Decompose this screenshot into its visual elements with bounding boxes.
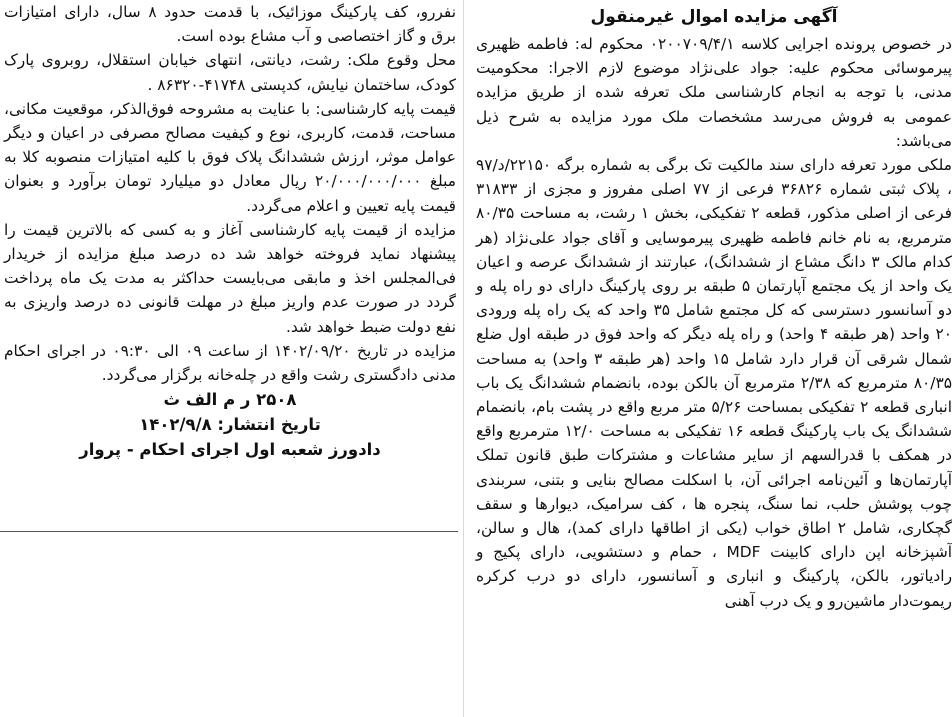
auction-schedule: مزایده در تاریخ ۱۴۰۲/۰۹/۲۰ از ساعت ۰۹ الی ۰۹:۳۰ در اجرای احکام مدنی دادگستری رشت واقع در چله‌خانه برگزار می‌گردد. — [4, 341, 456, 385]
reference-code: ۲۵۰۸ ر م الف ث — [163, 390, 297, 410]
property-continued: نفررو، کف پارکینگ موزائیک، با قدمت حدود ۸ سال، دارای امتیازات برق و گاز اختصاصی و آب مشاع بوده است. — [4, 3, 456, 46]
auction-terms: مزایده از قیمت پایه کارشناسی آغاز و به کسی که بالاترین قیمت را پیشنهاد نماید فروخته خواهد شد ده درصد مبلغ مزایده از خریدار فی‌المجلس اخذ و مابقی می‌بایست حداکثر به مدت یک ماه پرداخت گردد در صورت عدم واریز مبلغ در مهلت قانونی ده درصد واریزی به نفع دولت ضبط خواهد شد. — [4, 220, 456, 336]
case-paragraph: در خصوص پرونده اجرایی کلاسه ۰۲۰۰۷۰۹/۴/۱ محکوم له: فاطمه ظهیری پیرموسائی محکوم علیه: جواد علی‌نژاد موضوع لازم الاجرا: محکومیت مدنی، با توجه به انجام کارشناسی ملک تعرفه شده از طریق مزایده عمومی به فروش می‌رسد مشخصات ملک مورد مزایده به شرح ذیل می‌باشد: — [476, 35, 952, 150]
base-price: قیمت پایه کارشناسی: با عنایت به مشروحه فوق‌الذکر، موقعیت مکانی، مساحت، قدمت، کاربری، نوع و کیفیت مصالح مصرفی در اعیان و دیگر عوامل موثر، ارزش ششدانگ پلاک فوق با کلیه امتیازات منصوبه کلا به مبلغ ۲۰/۰۰۰/۰۰۰/۰۰۰ ریال معادل دو میلیارد تومان برآورد و بعنوان قیمت پایه تعیین و اعلام می‌گردد. — [4, 99, 456, 215]
left-column — [0, 0, 458, 717]
end-rule — [0, 531, 458, 532]
column-divider — [463, 0, 464, 717]
publish-date: تاریخ انتشار: ۱۴۰۲/۹/۸ — [139, 415, 321, 435]
property-location: محل وقوع ملک: رشت، دیانتی، انتهای خیابان استقلال، روبروی پارک کودک، ساختمان نیایش، کدپستی ۴۱۷۴۸-۸۶۳۲۰ . — [4, 51, 456, 94]
right-column — [470, 0, 952, 717]
notice-title: آگهی مزایده اموال غیرمنقول — [590, 7, 838, 27]
signature-line: دادورز شعبه اول اجرای احکام - پروار — [79, 440, 381, 460]
property-description: ملکی مورد تعرفه دارای سند مالکیت تک برگی به شماره برگه ۲۲۱۵۰/د/۹۷ ، پلاک ثبتی شماره ۳۶۸۲۶ فرعی از ۷۷ اصلی مفروز و مجزی از ۳۱۸۳۳ فرعی از اصلی مذکور، قطعه ۲ تفکیکی، بخش ۱ رشت، به مساحت ۸۰/۳۵ مترمربع، به نام خانم فاطمه ظهیری پیرموسایی و آقای جواد علی‌نژاد (هر کدام مالک ۳ دانگ مشاع از ششدانگ)، عبارتند از ششدانگ عرصه و اعیان یک واحد از یک مجتمع آپارتمان ۵ طبقه بر روی پارکینگ دارای دو راه پله و دو آسانسور دسترسی که کل مجتمع شامل ۳۵ واحد که یک راه پله ورودی ۲۰ واحد (هر طبقه ۴ واحد) و راه پله دیگر که واحد فوق در طبقه اول ضلع شمال شرقی آن قرار دارد شامل ۱۵ واحد (هر طبقه ۳ واحد) به مساحت ۸۰/۳۵ مترمربع که ۲/۳۸ مترمربع آن بالکن بوده، بانضمام ششدانگ یک باب انباری قطعه ۲ تفکیکی بمساحت ۵/۲۶ متر مربع واقع در پشت بام، بانضمام ششدانگ یک باب پارکینگ قطعه ۱۶ تفکیکی به مساحت ۱۲/۰ مترمربع واقع در همکف با قدرالسهم از سایر مشاعات و مشترکات طبق قانون تملک آپارتمان‌ها و آئین‌نامه اجرائی آن، با اسکلت مصالح بنایی و بتنی، سربندی چوب پوشش حلب، نما سنگ، پنجره ها ، کف سرامیک، دیوارها و سقف گچکاری، شامل ۲ اطاق خواب (یکی از اطاقها دارای کمد)، هال و سالن، آشپزخانه اپن دارای کابینت MDF ، حمام و دستشویی، دارای پکیج و رادیاتور، بالکن، پارکینگ و انباری و آسانسور، دارای دو درب کرکره ریموت‌دار ماشین‌رو و یک درب آهنی — [476, 156, 952, 610]
